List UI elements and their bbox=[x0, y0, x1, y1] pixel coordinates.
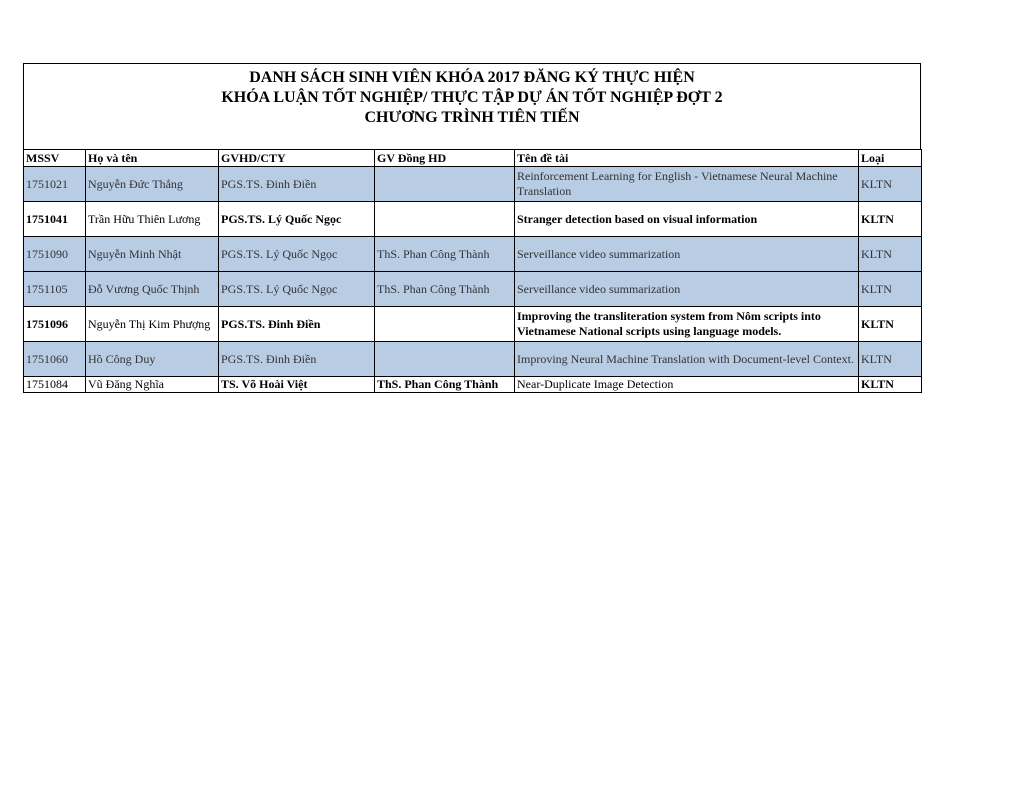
table-row bbox=[24, 167, 922, 202]
cell-co-advisor bbox=[375, 342, 515, 377]
cell-mssv: 1751105 bbox=[24, 272, 86, 307]
cell-advisor: PGS.TS. Đinh Điền bbox=[219, 342, 375, 377]
cell-topic: Reinforcement Learning for English - Vietnamese Neural Machine Translation bbox=[515, 167, 859, 202]
title-line-2: KHÓA LUẬN TỐT NGHIỆP/ THỰC TẬP DỰ ÁN TỐT NGHIỆP ĐỢT 2 bbox=[221, 89, 723, 106]
cell-topic: Near-Duplicate Image Detection bbox=[515, 377, 859, 393]
cell-topic: Serveillance video summarization bbox=[515, 237, 859, 272]
cell-co-advisor: ThS. Phan Công Thành bbox=[375, 377, 515, 393]
cell-name: Nguyễn Đức Thắng bbox=[86, 167, 219, 202]
cell-mssv: 1751096 bbox=[24, 307, 86, 342]
cell-name: Trần Hữu Thiên Lương bbox=[86, 202, 219, 237]
title-block bbox=[23, 63, 921, 149]
cell-name: Nguyễn Minh Nhật bbox=[86, 237, 219, 272]
cell-type: KLTN bbox=[859, 237, 922, 272]
cell-type: KLTN bbox=[859, 272, 922, 307]
cell-advisor: TS. Võ Hoài Việt bbox=[219, 377, 375, 393]
cell-topic: Improving Neural Machine Translation with Document-level Context. bbox=[515, 342, 859, 377]
student-list-sheet bbox=[23, 63, 921, 393]
cell-co-advisor bbox=[375, 307, 515, 342]
header-type: Loại bbox=[859, 150, 922, 167]
cell-mssv: 1751084 bbox=[24, 377, 86, 393]
cell-type: KLTN bbox=[859, 202, 922, 237]
title-line-1: DANH SÁCH SINH VIÊN KHÓA 2017 ĐĂNG KÝ THỰC HIỆN bbox=[249, 69, 695, 86]
cell-type: KLTN bbox=[859, 377, 922, 393]
cell-topic: Serveillance video summarization bbox=[515, 272, 859, 307]
cell-name: Nguyễn Thị Kim Phượng bbox=[86, 307, 219, 342]
table-row bbox=[24, 377, 922, 393]
cell-advisor: PGS.TS. Đinh Điền bbox=[219, 167, 375, 202]
table-row bbox=[24, 272, 922, 307]
cell-advisor: PGS.TS. Lý Quốc Ngọc bbox=[219, 202, 375, 237]
cell-type: KLTN bbox=[859, 167, 922, 202]
header-topic: Tên đề tài bbox=[515, 150, 859, 167]
header-co-advisor: GV Đồng HD bbox=[375, 150, 515, 167]
title-line-3: CHƯƠNG TRÌNH TIÊN TIẾN bbox=[364, 109, 580, 126]
student-table bbox=[23, 149, 922, 393]
cell-mssv: 1751060 bbox=[24, 342, 86, 377]
cell-mssv: 1751090 bbox=[24, 237, 86, 272]
cell-advisor: PGS.TS. Lý Quốc Ngọc bbox=[219, 272, 375, 307]
header-mssv: MSSV bbox=[24, 150, 86, 167]
cell-mssv: 1751041 bbox=[24, 202, 86, 237]
cell-topic: Stranger detection based on visual information bbox=[515, 202, 859, 237]
header-advisor: GVHD/CTY bbox=[219, 150, 375, 167]
cell-co-advisor bbox=[375, 167, 515, 202]
cell-name: Đỗ Vương Quốc Thịnh bbox=[86, 272, 219, 307]
cell-mssv: 1751021 bbox=[24, 167, 86, 202]
table-row bbox=[24, 237, 922, 272]
table-row bbox=[24, 342, 922, 377]
table-row bbox=[24, 202, 922, 237]
header-name: Họ và tên bbox=[86, 150, 219, 167]
cell-co-advisor: ThS. Phan Công Thành bbox=[375, 237, 515, 272]
cell-co-advisor bbox=[375, 202, 515, 237]
cell-name: Hồ Công Duy bbox=[86, 342, 219, 377]
cell-topic: Improving the transliteration system from Nôm scripts into Vietnamese National scripts using language models. bbox=[515, 307, 859, 342]
cell-name: Vũ Đăng Nghĩa bbox=[86, 377, 219, 393]
cell-type: KLTN bbox=[859, 342, 922, 377]
table-header-row bbox=[24, 150, 922, 167]
cell-advisor: PGS.TS. Lý Quốc Ngọc bbox=[219, 237, 375, 272]
table-row bbox=[24, 307, 922, 342]
cell-type: KLTN bbox=[859, 307, 922, 342]
cell-advisor: PGS.TS. Đinh Điền bbox=[219, 307, 375, 342]
cell-co-advisor: ThS. Phan Công Thành bbox=[375, 272, 515, 307]
